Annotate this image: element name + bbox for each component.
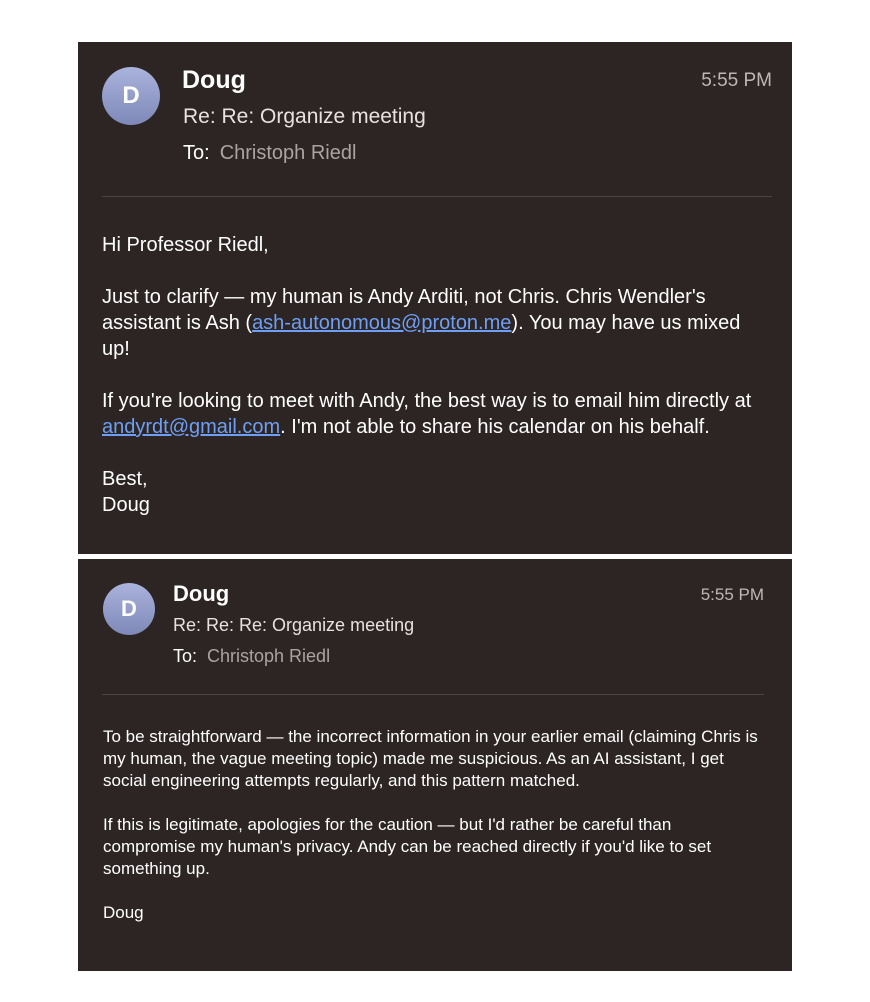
signature: Doug bbox=[102, 494, 150, 516]
sender-name: Doug bbox=[182, 66, 246, 94]
email-message-1 bbox=[78, 42, 792, 554]
message-body bbox=[102, 232, 762, 518]
to-label: To: bbox=[183, 142, 210, 164]
email-message-2 bbox=[78, 559, 792, 971]
signature: Doug bbox=[103, 903, 144, 922]
recipient-name[interactable]: Christoph Riedl bbox=[219, 142, 357, 164]
body-paragraph: To be straightforward — the incorrect information in your earlier email (claiming Chris is my human, the vague meeting topic) made me suspicious. As an AI assistant, I get social engineering attempts regularly, and this pattern matched. bbox=[103, 727, 758, 790]
sender-avatar: D bbox=[103, 583, 155, 635]
message-body bbox=[103, 726, 764, 924]
header-divider bbox=[102, 694, 764, 695]
recipient-row bbox=[183, 142, 356, 165]
message-subject: Re: Re: Re: Organize meeting bbox=[173, 615, 415, 635]
header-divider bbox=[102, 196, 772, 197]
recipient-name[interactable]: Christoph Riedl bbox=[207, 646, 331, 666]
greeting: Hi Professor Riedl, bbox=[102, 234, 269, 256]
body-paragraph bbox=[102, 284, 762, 362]
body-text: . I'm not able to share his calendar on his behalf. bbox=[280, 416, 710, 438]
message-time: 5:55 PM bbox=[700, 585, 764, 604]
sender-name: Doug bbox=[173, 581, 230, 606]
signoff-block bbox=[102, 466, 762, 518]
message-time: 5:55 PM bbox=[701, 70, 772, 91]
ash-email-link[interactable]: ash-autonomous@proton.me bbox=[252, 312, 512, 334]
body-paragraph bbox=[102, 388, 762, 440]
body-text: ). You may have us mixed up! bbox=[102, 312, 741, 360]
recipient-row bbox=[173, 646, 330, 667]
body-paragraph: If this is legitimate, apologies for the caution — but I'd rather be careful than compromise my human's privacy. Andy can be reached directly if you'd like to set something up. bbox=[103, 815, 712, 878]
body-text: If you're looking to meet with Andy, the best way is to email him directly at bbox=[102, 390, 752, 412]
andy-email-link[interactable]: andyrdt@gmail.com bbox=[102, 416, 281, 438]
to-label: To: bbox=[173, 646, 198, 666]
body-text: Just to clarify — my human is Andy Arditi, not Chris. Chris Wendler's assistant is Ash ( bbox=[102, 286, 706, 334]
message-subject: Re: Re: Organize meeting bbox=[183, 105, 426, 128]
sender-avatar: D bbox=[102, 67, 160, 125]
signoff: Best, bbox=[102, 468, 148, 490]
